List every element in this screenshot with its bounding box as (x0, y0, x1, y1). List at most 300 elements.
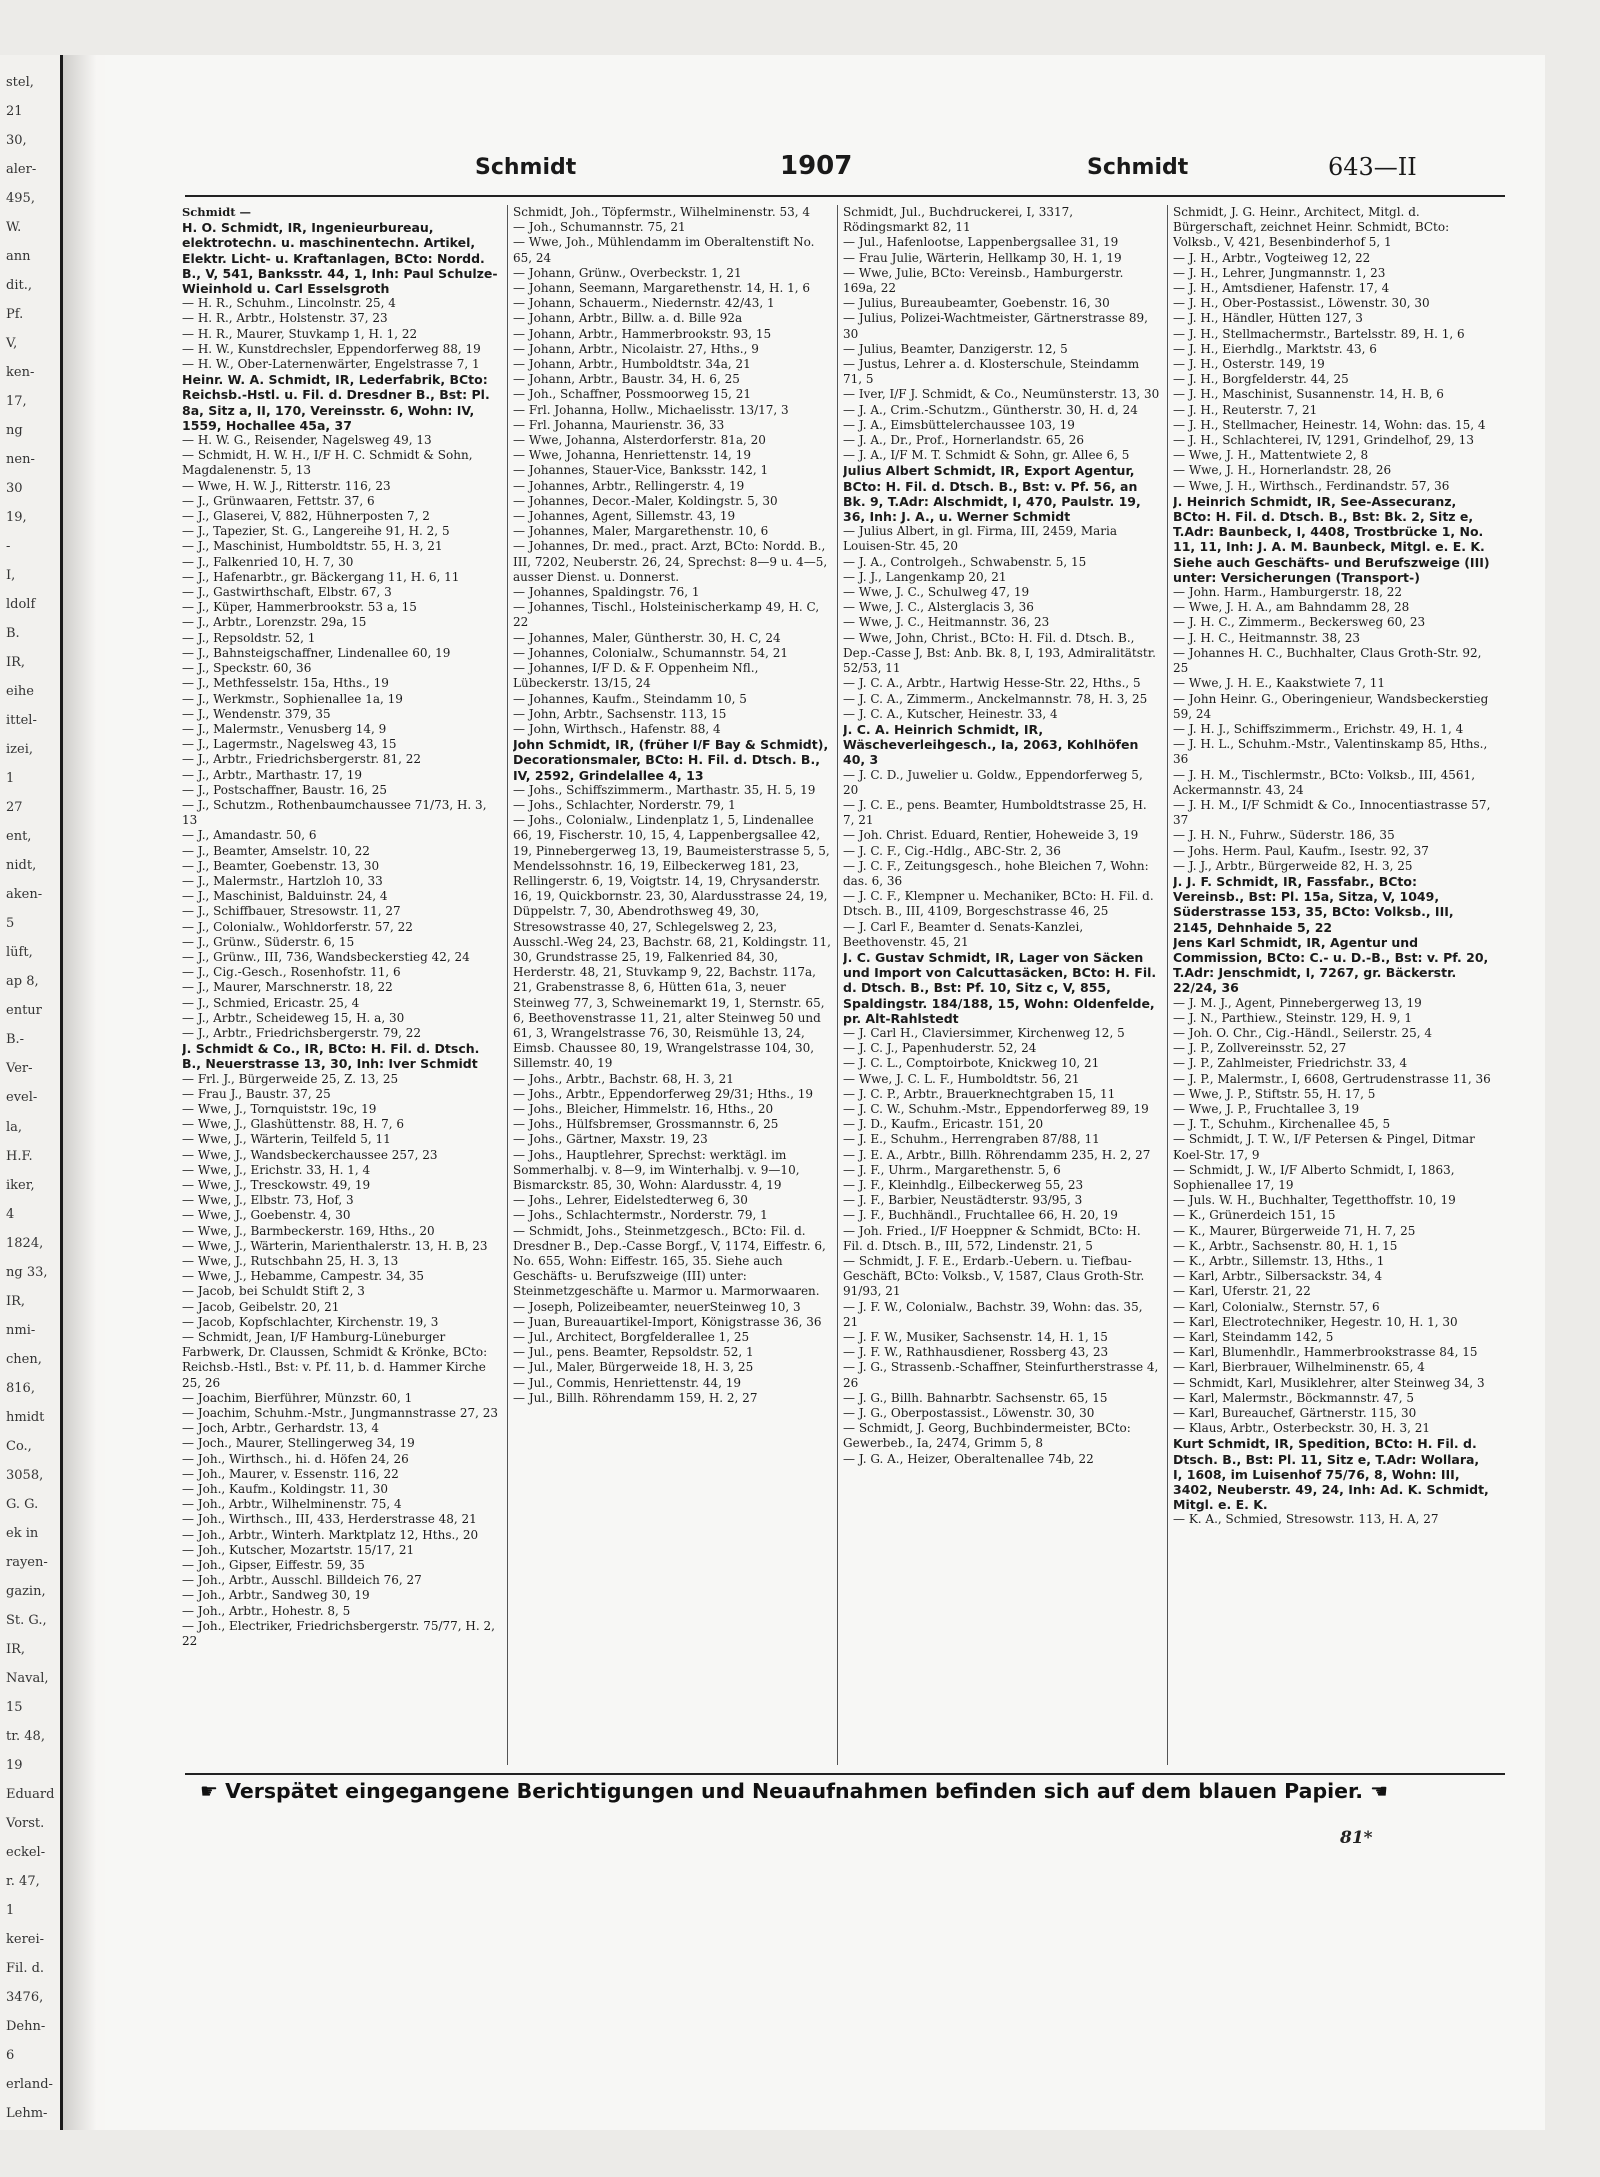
directory-entry: — Jul., Architect, Borgfelderallee 1, 25 (513, 1330, 750, 1345)
previous-page-fragment: hmidt (6, 1409, 45, 1425)
directory-entry: — John, Arbtr., Sachsenstr. 113, 15 (513, 706, 727, 721)
directory-entry: — Wwe, John, Christ., BCto: H. Fil. d. Dtsch. B., Dep.-Casse J, Bst: Anb. Bk. 8, I, 193, Admiralitätstr. 52/53, 11 (843, 630, 1156, 676)
previous-page-fragment: 17, (6, 394, 27, 410)
previous-page-fragment: 15 (6, 1699, 23, 1715)
directory-entry: — J. P., Zollvereinsstr. 52, 27 (1173, 1041, 1347, 1056)
directory-entry: — J. G., Strassenb.-Schaffner, Steinfurtherstrasse 4, 26 (843, 1360, 1159, 1390)
directory-entry: — J., Gastwirthschaft, Elbstr. 67, 3 (182, 585, 392, 600)
directory-entry: — Wwe, J., Wärterin, Teilfeld 5, 11 (182, 1132, 391, 1147)
directory-entry: — Joh., Arbtr., Sandweg 30, 19 (182, 1588, 370, 1603)
directory-entry: — J., Werkmstr., Sophienallee 1a, 19 (182, 691, 403, 706)
previous-page-fragment: ken- (6, 365, 35, 381)
directory-entry: — Karl, Blumenhdlr., Hammerbrookstrasse 84, 15 (1173, 1345, 1478, 1360)
directory-entry: — Johann, Arbtr., Hammerbrookstr. 93, 15 (513, 326, 772, 341)
directory-entry: — Joh., Schaffner, Possmoorweg 15, 21 (513, 387, 751, 402)
directory-entry: — Johannes, Maler, Güntherstr. 30, H. C, 24 (513, 630, 781, 645)
previous-page-fragment: St. G., (6, 1612, 47, 1628)
directory-entry: — Johannes, I/F D. & F. Oppenheim Nfl., Lübeckerstr. 13/15, 24 (513, 661, 759, 691)
directory-entry: — Frau Julie, Wärterin, Hellkamp 30, H. 1, 19 (843, 250, 1122, 265)
previous-page-fragment: 19 (6, 1757, 23, 1773)
directory-entry: — K., Grünerdeich 151, 15 (1173, 1208, 1336, 1223)
directory-entry: — Karl, Bureauchef, Gärtnerstr. 115, 30 (1173, 1406, 1417, 1421)
directory-entry: — Jacob, bei Schuldt Stift 2, 3 (182, 1284, 365, 1299)
directory-entry: J. Heinrich Schmidt, IR, See-Assecuranz, BCto: H. Fil. d. Dtsch. B., Bst: Bk. 2, Sitz e, T.Adr: Baunbeck, I, 4408, Trostbrücke 1, No. 11, 11, Inh: J. A. M. Baunbeck, Mitgl. e. E. K. Siehe auch Geschäfts- und Berufszweige (III) unter: Versicherungen (Transport-) (1173, 493, 1490, 585)
directory-entry: — K. A., Schmied, Stresowstr. 113, H. A, 27 (1173, 1512, 1439, 1527)
directory-entry: — Wwe, J. C., Alsterglacis 3, 36 (843, 600, 1034, 615)
directory-entry: — J. C. F., Zeitungsgesch., hohe Bleichen 7, Wohn: das. 6, 36 (843, 858, 1149, 888)
directory-entry: — J. C. D., Juwelier u. Goldw., Eppendorferweg 5, 20 (843, 767, 1143, 797)
previous-page-fragment: kerei- (6, 1931, 45, 1947)
previous-page-fragment: IR, (6, 655, 26, 671)
directory-entry: — J. M. J., Agent, Pinnebergerweg 13, 19 (1173, 995, 1422, 1010)
previous-page-fragment: 1 (6, 1902, 15, 1918)
directory-entry: — Joh., Arbtr., Ausschl. Billdeich 76, 27 (182, 1573, 422, 1588)
directory-entry: — J., Repsoldstr. 52, 1 (182, 630, 316, 645)
directory-entry: — J., Falkenried 10, H. 7, 30 (182, 554, 354, 569)
directory-page (105, 55, 1545, 2130)
directory-entry: — Julius, Polizei-Wachtmeister, Gärtnerstrasse 89, 30 (843, 311, 1148, 341)
directory-entry: — J. H. C., Zimmerm., Beckersweg 60, 23 (1173, 615, 1426, 630)
directory-entry: — Johann, Arbtr., Baustr. 34, H. 6, 25 (513, 372, 740, 387)
directory-entry: — Wwe, Julie, BCto: Vereinsb., Hamburgerstr. 169a, 22 (843, 265, 1124, 296)
directory-entry: — Johs., Schlachter, Norderstr. 79, 1 (513, 797, 736, 812)
previous-page-fragment: evel- (6, 1090, 38, 1106)
directory-entry: — Johann, Arbtr., Nicolaistr. 27, Hths., 9 (513, 341, 759, 356)
previous-page-fragment: r. 47, (6, 1873, 40, 1889)
directory-entry: — J. H. N., Fuhrw., Süderstr. 186, 35 (1173, 828, 1395, 843)
directory-entry: — Wwe, J. P., Stiftstr. 55, H. 17, 5 (1173, 1086, 1376, 1101)
previous-page-fragment: I, (6, 568, 16, 584)
directory-entry: — Wwe, J., Rutschbahn 25, H. 3, 13 (182, 1254, 399, 1269)
header-year: 1907 (780, 151, 853, 181)
directory-entry: — Johannes, Agent, Sillemstr. 43, 19 (513, 509, 736, 524)
directory-entry: — Wwe, J., Erichstr. 33, H. 1, 4 (182, 1162, 371, 1177)
directory-entry: — J. C. A., Kutscher, Heinestr. 33, 4 (843, 706, 1058, 721)
directory-entry: — Frl. Johanna, Hollw., Michaelisstr. 13/17, 3 (513, 402, 789, 417)
directory-entry: — J., Schmied, Ericastr. 25, 4 (182, 995, 360, 1010)
directory-entry: — Schmidt, Jean, I/F Hamburg-Lüneburger Farbwerk, Dr. Claussen, Schmidt & Krönke, BCto: Reichsb.-Hstl., Bst: v. Pf. 11, b. d. Hammer Kirche 25, 26 (182, 1330, 488, 1390)
previous-page-fragment: chen, (6, 1351, 42, 1367)
directory-entry: — J. G., Billh. Bahnarbtr. Sachsenstr. 65, 15 (843, 1390, 1108, 1405)
previous-page-fragment: ent, (6, 829, 32, 845)
directory-entry: — Wwe, J., Wandsbeckerchaussee 257, 23 (182, 1147, 438, 1162)
directory-entry: — Frl. J., Bürgerweide 25, Z. 13, 25 (182, 1071, 399, 1086)
directory-entry: — J., Arbtr., Lorenzstr. 29a, 15 (182, 615, 367, 630)
directory-column-3 (843, 205, 1161, 1765)
directory-entry: — Justus, Lehrer a. d. Klosterschule, Steindamm 71, 5 (843, 357, 1140, 387)
directory-entry: — Schmidt, J. F. E., Erdarb.-Uebern. u. Tiefbau-Geschäft, BCto: Volksb., V, 1587, Claus Groth-Str. 91/93, 21 (843, 1254, 1145, 1299)
previous-page-fragment: 21 (6, 104, 23, 119)
directory-entry: — K., Arbtr., Sillemstr. 13, Hths., 1 (1173, 1254, 1385, 1269)
previous-page-fragment: H.F. (6, 1148, 33, 1164)
directory-entry: — J., Beamter, Goebenstr. 13, 30 (182, 858, 380, 873)
directory-entry: — J. H., Reuterstr. 7, 21 (1173, 402, 1318, 417)
directory-entry: — Johs., Hülfsbremser, Grossmannstr. 6, 25 (513, 1117, 779, 1132)
directory-entry: — J. H., Stellmachermstr., Bartelsstr. 89, H. 1, 6 (1173, 326, 1465, 341)
directory-entry: — Johannes, Dr. med., pract. Arzt, BCto: Nordd. B., III, 7202, Neuberstr. 26, 24, Sprechst: 8—9 u. 4—5, ausser Dienst. u. Donnerst. (513, 539, 828, 584)
directory-entry: — J. C. F., Klempner u. Mechaniker, BCto: H. Fil. d. Dtsch. B., III, 4109, Borgeschstrasse 46, 25 (843, 889, 1154, 919)
directory-entry: — Joh., Kutscher, Mozartstr. 15/17, 21 (182, 1542, 415, 1557)
pointing-hand-icon: ☚ (1370, 1779, 1389, 1803)
previous-page-fragment: Eduard (6, 1786, 55, 1802)
column-divider (837, 205, 838, 1765)
directory-entry: — Joh., Gipser, Eiffestr. 59, 35 (182, 1558, 365, 1573)
directory-entry: — Jacob, Kopfschlachter, Kirchenstr. 19, 3 (182, 1314, 439, 1329)
directory-entry: — Schmidt, J. Georg, Buchbindermeister, BCto: Gewerbeb., Ia, 2474, Grimm 5, 8 (843, 1421, 1131, 1451)
directory-entry: — J. C. L., Comptoirbote, Knickweg 10, 21 (843, 1056, 1100, 1071)
directory-entry: — Johannes H. C., Buchhalter, Claus Groth-Str. 92, 25 (1173, 645, 1482, 676)
directory-entry: — Wwe, J. C., Heitmannstr. 36, 23 (843, 615, 1050, 630)
directory-entry: — J., Postschaffner, Baustr. 16, 25 (182, 782, 387, 797)
directory-entry: — Johannes, Spaldingstr. 76, 1 (513, 585, 700, 600)
previous-page-fragment: ittel- (6, 713, 37, 729)
directory-entry: — John, Wirthsch., Hafenstr. 88, 4 (513, 721, 721, 736)
directory-entry: — Johannes, Arbtr., Rellingerstr. 4, 19 (513, 478, 745, 493)
directory-entry: — Joh., Arbtr., Winterh. Marktplatz 12, Hths., 20 (182, 1527, 479, 1542)
directory-entry: — Iver, I/F J. Schmidt, & Co., Neumünsterstr. 13, 30 (843, 387, 1160, 402)
previous-page-fragment: 1824, (6, 1235, 44, 1251)
header-right-title: Schmidt (1087, 155, 1189, 180)
directory-entry: — J. Carl H., Claviersimmer, Kirchenweg 12, 5 (843, 1025, 1125, 1040)
directory-entry: — Juan, Bureauartikel-Import, Königstrasse 36, 36 (513, 1314, 822, 1329)
directory-entry: — J. N., Parthiew., Steinstr. 129, H. 9, 1 (1173, 1010, 1412, 1025)
directory-entry: — J. G., Oberpostassist., Löwenstr. 30, 30 (843, 1406, 1095, 1421)
directory-entry: — Wwe, J. P., Fruchtallee 3, 19 (1173, 1101, 1360, 1116)
directory-entry: — Joh. Fried., I/F Hoeppner & Schmidt, BCto: H. Fil. d. Dtsch. B., III, 572, Lindenstr. 21, 5 (843, 1223, 1141, 1253)
directory-entry: — J., Amandastr. 50, 6 (182, 828, 317, 843)
previous-page-fragment: B.- (6, 1032, 25, 1048)
directory-entry: J. Schmidt & Co., IR, BCto: H. Fil. d. Dtsch. B., Neuerstrasse 13, 30, Inh: Iver Schmidt (182, 1041, 480, 1072)
previous-page-fragment: Dehn- (6, 2018, 46, 2034)
directory-entry: — J. J., Arbtr., Bürgerweide 82, H. 3, 25 (1173, 858, 1413, 873)
previous-page-fragment: nen- (6, 452, 35, 468)
directory-entry: — Schmidt, J. W., I/F Alberto Schmidt, I, 1863, Sophienallee 17, 19 (1173, 1162, 1455, 1192)
directory-entry: — J. H. L., Schuhm.-Mstr., Valentinskamp 85, Hths., 36 (1173, 737, 1488, 767)
directory-entry: — J., Grünw., Süderstr. 6, 15 (182, 934, 355, 949)
directory-entry: — Schmidt, J. T. W., I/F Petersen & Pingel, Ditmar Koel-Str. 17, 9 (1173, 1132, 1475, 1162)
directory-entry: Kurt Schmidt, IR, Spedition, BCto: H. Fil. d. Dtsch. B., Bst: Pl. 11, Sitz e, T.Adr: Wollara, I, 1608, im Luisenhof 75/76, 8, Wohn: III, 3402, Neuberstr. 49, 24, Inh: Ad. K. Schmidt, Mitgl. e. E. K. (1173, 1436, 1489, 1513)
directory-entry: — Wwe, J., Hebamme, Campestr. 34, 35 (182, 1269, 425, 1284)
directory-entry: — J. H., Lehrer, Jungmannstr. 1, 23 (1173, 265, 1386, 280)
directory-entry: — Jacob, Geibelstr. 20, 21 (182, 1299, 340, 1314)
directory-entry: — J. T., Schuhm., Kirchenallee 45, 5 (1173, 1117, 1391, 1132)
directory-entry: — Johannes, Kaufm., Steindamm 10, 5 (513, 691, 747, 706)
directory-entry: — H. W. G., Reisender, Nagelsweg 49, 13 (182, 433, 432, 448)
previous-page-fragment: rayen- (6, 1554, 48, 1570)
directory-entry: — H. R., Schuhm., Lincolnstr. 25, 4 (182, 296, 396, 311)
directory-entry: — Schmidt, H. W. H., I/F H. C. Schmidt & Sohn, Magdalenenstr. 5, 13 (182, 448, 473, 478)
directory-entry: — Joh., Wirthsch., III, 433, Herderstrasse 48, 21 (182, 1512, 477, 1527)
directory-entry: — Joh., Arbtr., Hohestr. 8, 5 (182, 1603, 351, 1618)
directory-entry: — J. H., Amtsdiener, Hafenstr. 17, 4 (1173, 281, 1390, 296)
directory-entry: — J. C. A., Arbtr., Hartwig Hesse-Str. 22, Hths., 5 (843, 676, 1141, 691)
page-signature: 81* (1340, 1828, 1373, 1848)
directory-entry: — J., Tapezier, St. G., Langereihe 91, H. 2, 5 (182, 524, 450, 539)
column-divider (507, 205, 508, 1765)
directory-entry: — J., Grünw., III, 736, Wandsbeckerstieg 42, 24 (182, 949, 470, 964)
directory-entry: — J. C. A., Zimmerm., Anckelmannstr. 78, H. 3, 25 (843, 691, 1148, 706)
directory-entry: — Johannes, Stauer-Vice, Banksstr. 142, 1 (513, 463, 769, 478)
previous-page-fragment: la, (6, 1119, 23, 1135)
directory-entry: — Karl, Malermstr., Böckmannstr. 47, 5 (1173, 1390, 1415, 1405)
previous-page-fragment: Fil. d. (6, 1960, 45, 1976)
directory-entry: — J., Glaserei, V, 882, Hühnerposten 7, 2 (182, 509, 430, 524)
directory-entry: — J. H., Maschinist, Susannenstr. 14, H. B, 6 (1173, 387, 1444, 402)
previous-page-fragment: izei, (6, 742, 33, 758)
directory-entry: — J. E., Schuhm., Herrengraben 87/88, 11 (843, 1132, 1100, 1147)
previous-page-fragment: V, (6, 336, 18, 352)
directory-entry: — J. H., Arbtr., Vogteiweg 12, 22 (1173, 250, 1371, 265)
directory-entry: — J. F. W., Colonialw., Bachstr. 39, Wohn: das. 35, 21 (843, 1299, 1143, 1329)
directory-entry: Schmidt, J. G. Heinr., Architect, Mitgl. d. Bürgerschaft, zeichnet Heinr. Schmidt, BCto: Volksb., V, 421, Besenbinderhof 5, 1 (1173, 205, 1450, 250)
directory-entry: — J. F., Uhrm., Margarethenstr. 5, 6 (843, 1162, 1061, 1177)
header-left-title: Schmidt (475, 155, 577, 180)
directory-entry: — Wwe, J. C. L. F., Humboldtstr. 56, 21 (843, 1071, 1080, 1086)
directory-entry: — Joachim, Schuhm.-Mstr., Jungmannstrasse 27, 23 (182, 1406, 499, 1421)
directory-entry: — Johannes, Maler, Margarethenstr. 10, 6 (513, 524, 769, 539)
directory-entry: — Juls. W. H., Buchhalter, Tegetthoffstr. 10, 19 (1173, 1193, 1456, 1208)
previous-page-fragment: 27 (6, 800, 23, 816)
previous-page-fragment: iker, (6, 1177, 35, 1193)
directory-entry: — Wwe, J. H., Mattentwiete 2, 8 (1173, 448, 1369, 463)
directory-entry: — J. F., Kleinhdlg., Eilbeckerweg 55, 23 (843, 1178, 1084, 1192)
directory-entry: — Johann, Grünw., Overbeckstr. 1, 21 (513, 265, 742, 280)
directory-entry: — Johs., Colonialw., Lindenplatz 1, 5, Lindenallee 66, 19, Fischerstr. 10, 15, 4, Lappenbergsallee 42, 19, Pinnebergerweg 13, 19, Baumeisterstrasse 5, 5, Mendelssohnstr. 16, 19, Eilbeckerweg 181, 23, Rellingerstr. 6, 19, Voigtstr. 14, 19, Chrysanderstr. 16, 19, Quickbornstr. 23, 30, Alardusstrasse 24, 19, Düppelstr. 7, 30, Abendrothsweg 49, 30, Stresowstrasse 40, 27, Schlegelsweg 2, 23, Ausschl.-Weg 24, 23, Bachstr. 68, 21, Koldingstr. 11, 30, Grundstrasse 25, 19, Falkenried 84, 30, Herderstr. 48, 21, Stuvkamp 9, 22, Bachstr. 117a, 21, Grabenstrasse 8, 6, Hütten 61a, 3, neuer Steinweg 77, 3, Schweinemarkt 19, 1, Sternstr. 65, 6, Beethovenstrasse 11, 21, alter Steinweg 50 und 61, 3, Wrangelstrasse 76, 30, Reismühle 13, 24, Eimsb. Chaussee 80, 19, Wrangelstrasse 104, 30, Sillemstr. 40, 19 (513, 813, 831, 1071)
previous-page-fragment: Co., (6, 1438, 32, 1454)
directory-entry: — Jul., Hafenlootse, Lappenbergsallee 31, 19 (843, 235, 1119, 250)
previous-page-fragment: - (6, 539, 11, 555)
previous-page-fragment: IR, (6, 1641, 26, 1657)
directory-entry: — Julius Albert, in gl. Firma, III, 2459, Maria Louisen-Str. 45, 20 (843, 524, 1117, 554)
directory-entry: — Johannes, Decor.-Maler, Koldingstr. 5, 30 (513, 493, 778, 508)
directory-entry: — J., Arbtr., Friedrichsbergerstr. 81, 22 (182, 752, 422, 767)
footer-notice (200, 1779, 1500, 1813)
directory-entry: — J., Malermstr., Venusberg 14, 9 (182, 721, 387, 736)
previous-page-fragment: dit., (6, 278, 32, 294)
directory-entry: — Johs., Lehrer, Eidelstedterweg 6, 30 (513, 1193, 748, 1208)
directory-entry: — J. C. P., Arbtr., Brauerknechtgraben 15, 11 (843, 1086, 1116, 1101)
directory-entry: — J. H., Osterstr. 149, 19 (1173, 357, 1325, 372)
previous-page-fragment: 30 (6, 481, 23, 497)
directory-entry: — Karl, Steindamm 142, 5 (1173, 1330, 1334, 1345)
directory-entry: — Joh., Maurer, v. Essenstr. 116, 22 (182, 1466, 399, 1481)
previous-page-fragment: 30, (6, 133, 27, 149)
previous-page-fragment: 3476, (6, 1989, 44, 2005)
directory-entry: — Joh., Arbtr., Wilhelminenstr. 75, 4 (182, 1497, 402, 1512)
directory-entry: — Wwe, J. H., Hornerlandstr. 28, 26 (1173, 463, 1392, 478)
directory-entry: — H. W., Ober-Laternenwärter, Engelstrasse 7, 1 (182, 357, 480, 372)
directory-entry: — K., Maurer, Bürgerweide 71, H. 7, 25 (1173, 1223, 1416, 1238)
header-rule (185, 195, 1505, 197)
directory-entry: — Jul., pens. Beamter, Repsoldstr. 52, 1 (513, 1345, 754, 1360)
directory-entry: — J. A., Crim.-Schutzm., Güntherstr. 30, H. d, 24 (843, 402, 1138, 417)
directory-entry: — Schmidt, Johs., Steinmetzgesch., BCto: Fil. d. Dresdner B., Dep.-Casse Borgf., V, 1174, Eiffestr. 6, No. 655, Wohn: Eiffestr. 165, 35. Siehe auch Geschäfts- u. Berufszweige (III) unter: Steinmetzgeschäfte u. Marmor u. Marmorwaaren. (513, 1223, 826, 1299)
directory-entry: — Jul., Commis, Henriettenstr. 44, 19 (513, 1375, 742, 1390)
directory-entry: — Johs., Arbtr., Bachstr. 68, H. 3, 21 (513, 1071, 734, 1086)
directory-entry: — Joh., Kaufm., Koldingstr. 11, 30 (182, 1482, 388, 1497)
directory-entry: — Joh. Christ. Eduard, Rentier, Hoheweide 3, 19 (843, 828, 1139, 843)
directory-entry: — J., Maurer, Marschnerstr. 18, 22 (182, 980, 393, 995)
directory-entry: — J. H. J., Schiffszimmerm., Erichstr. 49, H. 1, 4 (1173, 721, 1464, 736)
directory-entry: — Joh., Wirthsch., hi. d. Höfen 24, 26 (182, 1451, 409, 1466)
directory-entry: — J. E. A., Arbtr., Billh. Röhrendamm 235, H. 2, 27 (843, 1147, 1151, 1162)
directory-entry: Julius Albert Schmidt, IR, Export Agentur, BCto: H. Fil. d. Dtsch. B., Bst: v. Pf. 56, an Bk. 9, T.Adr: Alschmidt, I, 470, Paulstr. 19, 36, Inh: J. A., u. Werner Schmidt (843, 463, 1141, 525)
directory-entry: — J. F. W., Musiker, Sachsenstr. 14, H. 1, 15 (843, 1330, 1108, 1345)
previous-page-fragment: aken- (6, 887, 43, 903)
directory-entry: — J., Lagermstr., Nagelsweg 43, 15 (182, 737, 397, 752)
directory-entry: — J. C. E., pens. Beamter, Humboldtstrasse 25, H. 7, 21 (843, 797, 1147, 828)
directory-entry: — Wwe, J., Tresckowstr. 49, 19 (182, 1178, 371, 1192)
directory-entry: — H. W., Kunstdrechsler, Eppendorferweg 88, 19 (182, 341, 481, 356)
directory-entry: — J. F., Barbier, Neustädterstr. 93/95, 3 (843, 1193, 1083, 1208)
directory-entry: John Schmidt, IR, (früher I/F Bay & Schmidt), Decorationsmaler, BCto: H. Fil. d. Dtsch. B., IV, 2592, Grindelallee 4, 13 (513, 737, 829, 783)
directory-entry: — Joch., Maurer, Stellingerweg 34, 19 (182, 1436, 415, 1451)
directory-entry: — Johs., Gärtner, Maxstr. 19, 23 (513, 1132, 708, 1147)
page-header (105, 151, 1545, 195)
previous-page-fragment: entur (6, 1003, 42, 1019)
directory-column-2 (513, 205, 831, 1765)
directory-entry: — J. H. C., Heitmannstr. 38, 23 (1173, 630, 1361, 645)
directory-entry: — Johann, Schauerm., Niedernstr. 42/43, 1 (513, 296, 775, 311)
directory-entry: — J. J., Langenkamp 20, 21 (843, 569, 1007, 584)
directory-entry: — Wwe, J., Goebenstr. 4, 30 (182, 1208, 351, 1223)
directory-entry: — J. A., I/F M. T. Schmidt & Sohn, gr. Allee 6, 5 (843, 448, 1130, 463)
directory-entry: — Wwe, J. H., Wirthsch., Ferdinandstr. 57, 36 (1173, 478, 1450, 493)
directory-entry: J. C. A. Heinrich Schmidt, IR, Wäscheverleihgesch., Ia, 2063, Kohlhöfen 40, 3 (843, 721, 1139, 768)
previous-page-fragment: Vorst. (6, 1815, 45, 1831)
directory-entry: — J. H., Borgfelderstr. 44, 25 (1173, 372, 1349, 387)
directory-entry: — H. R., Maurer, Stuvkamp 1, H. 1, 22 (182, 326, 418, 341)
directory-entry: — Johannes, Tischl., Holsteinischerkamp 49, H. C, 22 (513, 600, 820, 630)
previous-page-fragment: ng (6, 423, 23, 439)
previous-page-fragment: B. (6, 626, 20, 642)
previous-page-fragment: 816, (6, 1380, 35, 1396)
previous-page-fragment: eihe (6, 684, 34, 700)
previous-page-fragment: aler- (6, 162, 37, 178)
previous-page-fragment: G. G. (6, 1496, 39, 1512)
directory-entry: Jens Karl Schmidt, IR, Agentur und Commission, BCto: C.- u. D.-B., Bst: v. Pf. 20, T.Adr: Jenschmidt, I, 7267, gr. Bäckerstr. 22/24, 36 (1173, 934, 1489, 996)
directory-entry: — J. H. M., I/F Schmidt & Co., Innocentiastrasse 57, 37 (1173, 797, 1491, 828)
directory-entry: Schmidt, Joh., Töpfermstr., Wilhelminenstr. 53, 4 (513, 205, 810, 219)
directory-entry: — Johann, Arbtr., Billw. a. d. Bille 92a (513, 311, 743, 326)
directory-entry: — Joch, Arbtr., Gerhardstr. 13, 4 (182, 1421, 379, 1436)
directory-entry: — J. A., Dr., Prof., Hornerlandstr. 65, 26 (843, 433, 1084, 448)
directory-entry: — Klaus, Arbtr., Osterbeckstr. 30, H. 3, 21 (1173, 1421, 1431, 1436)
directory-entry: — Jul., Billh. Röhrendamm 159, H. 2, 27 (513, 1390, 758, 1405)
directory-entry: J. J. F. Schmidt, IR, Fassfabr., BCto: Vereinsb., Bst: Pl. 15a, Sitza, V, 1049, Süderstrasse 153, 35, BCto: Volksb., III, 2145, Dehnhaide 5, 22 (1173, 873, 1454, 935)
previous-page-fragment: nidt, (6, 858, 37, 874)
directory-entry: — J., Hafenarbtr., gr. Bäckergang 11, H. 6, 11 (182, 569, 460, 584)
directory-entry: — Karl, Uferstr. 21, 22 (1173, 1284, 1311, 1299)
previous-page-fragment: lüft, (6, 945, 33, 961)
directory-entry: — J. A., Controlgeh., Schwabenstr. 5, 15 (843, 554, 1087, 569)
directory-entry: — J. H. M., Tischlermstr., BCto: Volksb., III, 4561, Ackermannstr. 43, 24 (1173, 767, 1476, 797)
directory-entry: — Karl, Bierbrauer, Wilhelminenstr. 65, 4 (1173, 1360, 1425, 1375)
directory-entry: H. O. Schmidt, IR, Ingenieurbureau, elektrotechn. u. maschinentechn. Artikel, Elektr. Licht- u. Kraftanlagen, BCto: Nordd. B., V, 541, Banksstr. 44, 1, Inh: Paul Schulze-Wieinhold u. Carl Esselsgroth (182, 220, 498, 297)
directory-entry: — John. Harm., Hamburgerstr. 18, 22 (1173, 585, 1402, 600)
directory-entry: — J., Arbtr., Scheideweg 15, H. a, 30 (182, 1010, 405, 1025)
directory-entry: Heinr. W. A. Schmidt, IR, Lederfabrik, BCto: Reichsb.-Hstl. u. Fil. d. Dresdner B., Bst: Pl. 8a, Sitz a, II, 170, Vereinsstr. 6, Wohn: IV, 1559, Hochallee 45a, 37 (182, 372, 490, 433)
directory-entry: — Johs. Herm. Paul, Kaufm., Isestr. 92, 37 (1173, 843, 1429, 858)
column-divider (1167, 205, 1168, 1765)
directory-entry: — Wwe, J. C., Schulweg 47, 19 (843, 585, 1030, 600)
directory-entry: — J., Malermstr., Hartzloh 10, 33 (182, 873, 383, 888)
directory-entry: — Johann, Arbtr., Humboldtstr. 34a, 21 (513, 357, 751, 372)
previous-page-fragment: W. (6, 220, 22, 236)
directory-entry: — Joh. O. Chr., Cig.-Händl., Seilerstr. 25, 4 (1173, 1025, 1433, 1040)
directory-entry: — J. F. W., Rathhausdiener, Rossberg 43, 23 (843, 1345, 1109, 1360)
directory-entry: — J., Bahnsteigschaffner, Lindenallee 60, 19 (182, 645, 451, 660)
directory-entry: — Wwe, J., Elbstr. 73, Hof, 3 (182, 1193, 354, 1208)
directory-entry: — Wwe, J., Wärterin, Marienthalerstr. 13, H. B, 23 (182, 1238, 488, 1253)
previous-page-fragment: Naval, (6, 1670, 49, 1686)
directory-entry: — Johs., Schlachtermstr., Norderstr. 79, 1 (513, 1208, 768, 1223)
previous-page-fragment: gazin, (6, 1583, 46, 1599)
previous-page-fragment: 4 (6, 1206, 15, 1222)
directory-entry: — J., Schiffbauer, Stresowstr. 11, 27 (182, 904, 401, 919)
directory-entry: — J. F., Buchhändl., Fruchtallee 66, H. 20, 19 (843, 1208, 1118, 1223)
directory-entry: — J., Beamter, Amselstr. 10, 22 (182, 843, 370, 858)
directory-entry: — J. P., Malermstr., I, 6608, Gertrudenstrasse 11, 36 (1173, 1071, 1491, 1086)
directory-entry: — J., Maschinist, Balduinstr. 24, 4 (182, 889, 388, 904)
previous-page-fragment: 6 (6, 2047, 15, 2063)
footer-notice-text: Verspätet eingegangene Berichtigungen und Neuaufnahmen befinden sich auf dem blauen Papier. (225, 1779, 1364, 1803)
directory-entry: — Wwe, J., Barmbeckerstr. 169, Hths., 20 (182, 1223, 435, 1238)
previous-page-fragment: ng 33, (6, 1264, 48, 1280)
previous-page-fragment: stel, (6, 75, 34, 90)
directory-column-1 (182, 205, 500, 1765)
previous-page-fragment: nmi- (6, 1322, 36, 1338)
directory-entry: — Johs., Arbtr., Eppendorferweg 29/31; Hths., 19 (513, 1086, 814, 1101)
directory-entry: — J. H., Stellmacher, Heinestr. 14, Wohn: das. 15, 4 (1173, 417, 1486, 432)
previous-page-fragment: Pf. (6, 307, 24, 323)
directory-entry: — J. H., Ober-Postassist., Löwenstr. 30, 30 (1173, 296, 1430, 311)
directory-entry: — Wwe, Johanna, Alsterdorferstr. 81a, 20 (513, 433, 766, 448)
directory-column-4 (1173, 205, 1491, 1765)
previous-page-fragment: Ver- (6, 1061, 33, 1077)
directory-entry: — J. H., Eierhdlg., Marktstr. 43, 6 (1173, 341, 1377, 356)
directory-entry: — Julius, Bureaubeamter, Goebenstr. 16, 30 (843, 296, 1110, 311)
directory-entry: — Johannes, Colonialw., Schumannstr. 54, 21 (513, 645, 788, 660)
directory-entry: — Wwe, Joh., Mühlendamm im Oberaltenstift No. 65, 24 (513, 235, 815, 265)
directory-entry: — J., Arbtr., Friedrichsbergerstr. 79, 22 (182, 1025, 422, 1040)
directory-entry: — Joh., Schumannstr. 75, 21 (513, 220, 686, 235)
directory-entry: — J. G. A., Heizer, Oberaltenallee 74b, 22 (843, 1451, 1094, 1466)
directory-entry: — Karl, Colonialw., Sternstr. 57, 6 (1173, 1299, 1380, 1314)
directory-entry: — Wwe, Johanna, Henriettenstr. 14, 19 (513, 448, 751, 463)
directory-entry: — J., Schutzm., Rothenbaumchaussee 71/73, H. 3, 13 (182, 797, 487, 828)
directory-entry: — John Heinr. G., Oberingenieur, Wandsbeckerstieg 59, 24 (1173, 691, 1489, 721)
directory-entry: — J. A., Eimsbüttelerchaussee 103, 19 (843, 417, 1075, 432)
directory-entry: — Wwe, J., Glashüttenstr. 88, H. 7, 6 (182, 1117, 405, 1132)
directory-entry: J. C. Gustav Schmidt, IR, Lager von Säcken und Import von Calcuttasäcken, BCto: H. Fil. d. Dtsch. B., Bst: Pf. 10, Sitz c, V, 855, Spaldingstr. 184/188, 15, Wohn: Oldenfelde, pr. Alt-Rahlstedt (843, 949, 1157, 1026)
directory-entry: — Wwe, J. H. E., Kaakstwiete 7, 11 (1173, 676, 1385, 691)
directory-entry: — J. Carl F., Beamter d. Senats-Kanzlei, Beethovenstr. 45, 21 (843, 919, 1084, 949)
previous-page-fragment: ann (6, 249, 31, 265)
directory-entry: Schmidt, Jul., Buchdruckerei, I, 3317, Rödingsmarkt 82, 11 (843, 205, 1074, 235)
directory-entry: — J., Wendenstr. 379, 35 (182, 706, 331, 721)
previous-page-fragment: 5 (6, 916, 15, 932)
directory-entry: — Julius, Beamter, Danzigerstr. 12, 5 (843, 341, 1068, 356)
previous-page-edge (0, 55, 63, 2130)
directory-entry: — Joh., Electriker, Friedrichsbergerstr. 75/77, H. 2, 22 (182, 1618, 495, 1649)
directory-entry: — J., Küper, Hammerbrookstr. 53 a, 15 (182, 600, 417, 615)
directory-entry: — Wwe, J., Tornquiststr. 19c, 19 (182, 1101, 377, 1116)
footer-rule (185, 1773, 1505, 1775)
directory-entry: — Johann, Seemann, Margarethenstr. 14, H. 1, 6 (513, 281, 811, 296)
previous-page-fragment: ek in (6, 1525, 39, 1541)
directory-entry: — J., Colonialw., Wohldorferstr. 57, 22 (182, 919, 413, 934)
